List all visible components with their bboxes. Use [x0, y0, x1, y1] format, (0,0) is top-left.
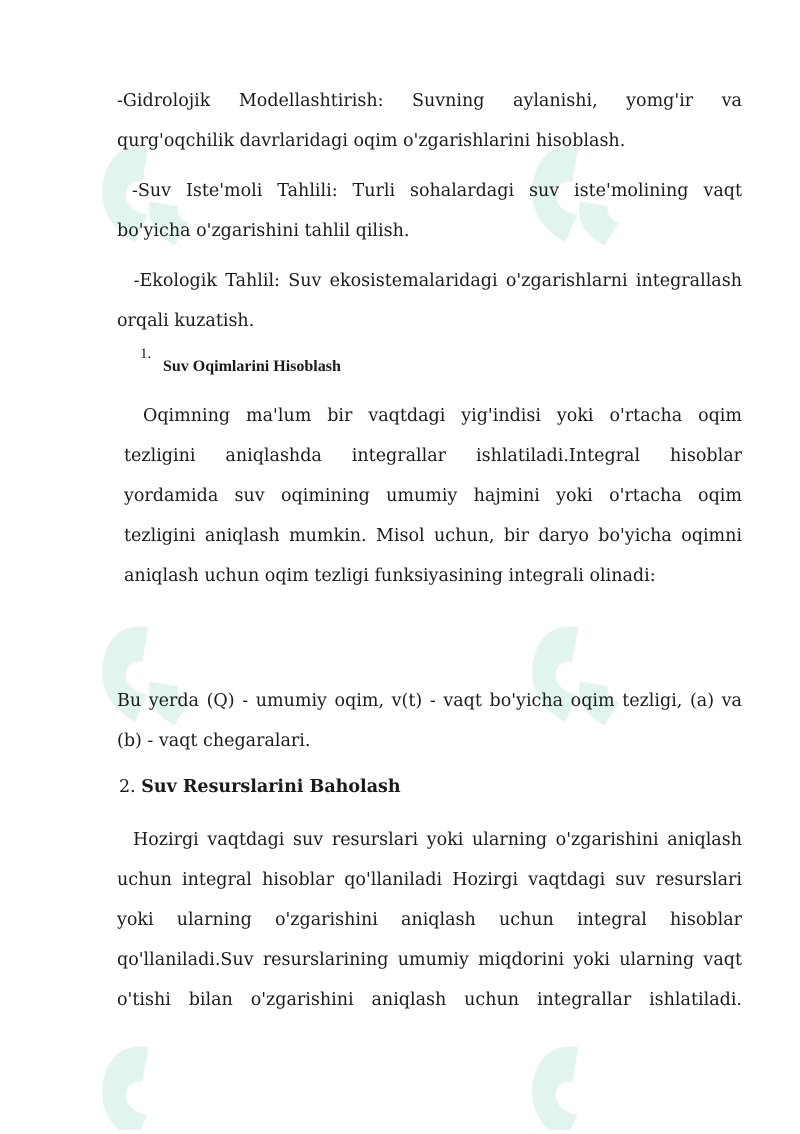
- section-number: 2.: [119, 777, 142, 797]
- paragraph-water-consumption: -Suv Iste'moli Tahlili: Turli sohalardagi suv iste'molining vaqt bo'yicha o'zgarishini tahlil qilish.: [117, 181, 748, 241]
- paragraph-water-resources: Hozirgi vaqtdagi suv resurslari yoki ularning o'zgarishini aniqlash uchun integral hisoblar qo'llaniladi Hozirgi vaqtdagi suv resurslari yoki ularning o'zgarishini aniqlash uchun integral hisoblar qo'llaniladi.Suv resurslarining umumiy miqdorini yoki ularning vaqt o'tishi bilan o'zgarishini aniqlash uchun integrallar ishlatiladi.: [117, 830, 742, 1010]
- section-heading-2: [119, 777, 401, 797]
- section-title: Suv Resurslarini Baholash: [141, 777, 401, 797]
- paragraph-hydrological-modeling: -Gidrolojik Modellashtirish: Suvning aylanishi, yomg'ir va qurg'oqchilik davrlaridagi oqim o'zgarishlarini hisoblash.: [117, 91, 742, 151]
- section-title: Suv Oqimlarini Hisoblash: [163, 358, 341, 375]
- paragraph-water-flow: Oqimning ma'lum bir vaqtdagi yig'indisi yoki o'rtacha oqim tezligini aniqlashda integrallar ishlatiladi.Integral hisoblar yordamida suv oqimining umumiy hajmini yoki o'rtacha oqim tezligini aniqlash mumkin. Misol uchun, bir daryo bo'yicha oqimni aniqlash uchun oqim tezligi funksiyasining integrali olinadi:: [124, 406, 742, 586]
- paragraph-ecological-analysis: -Ekologik Tahlil: Suv ekosistemalaridagi o'zgarishlarni integrallash orqali kuzatish.: [117, 271, 748, 331]
- paragraph-formula-explanation: Bu yerda (Q) - umumiy oqim, v(t) - vaqt bo'yicha oqim tezligi, (a) va (b) - vaqt chegaralari.: [117, 691, 742, 751]
- section-number: 1.: [140, 346, 152, 362]
